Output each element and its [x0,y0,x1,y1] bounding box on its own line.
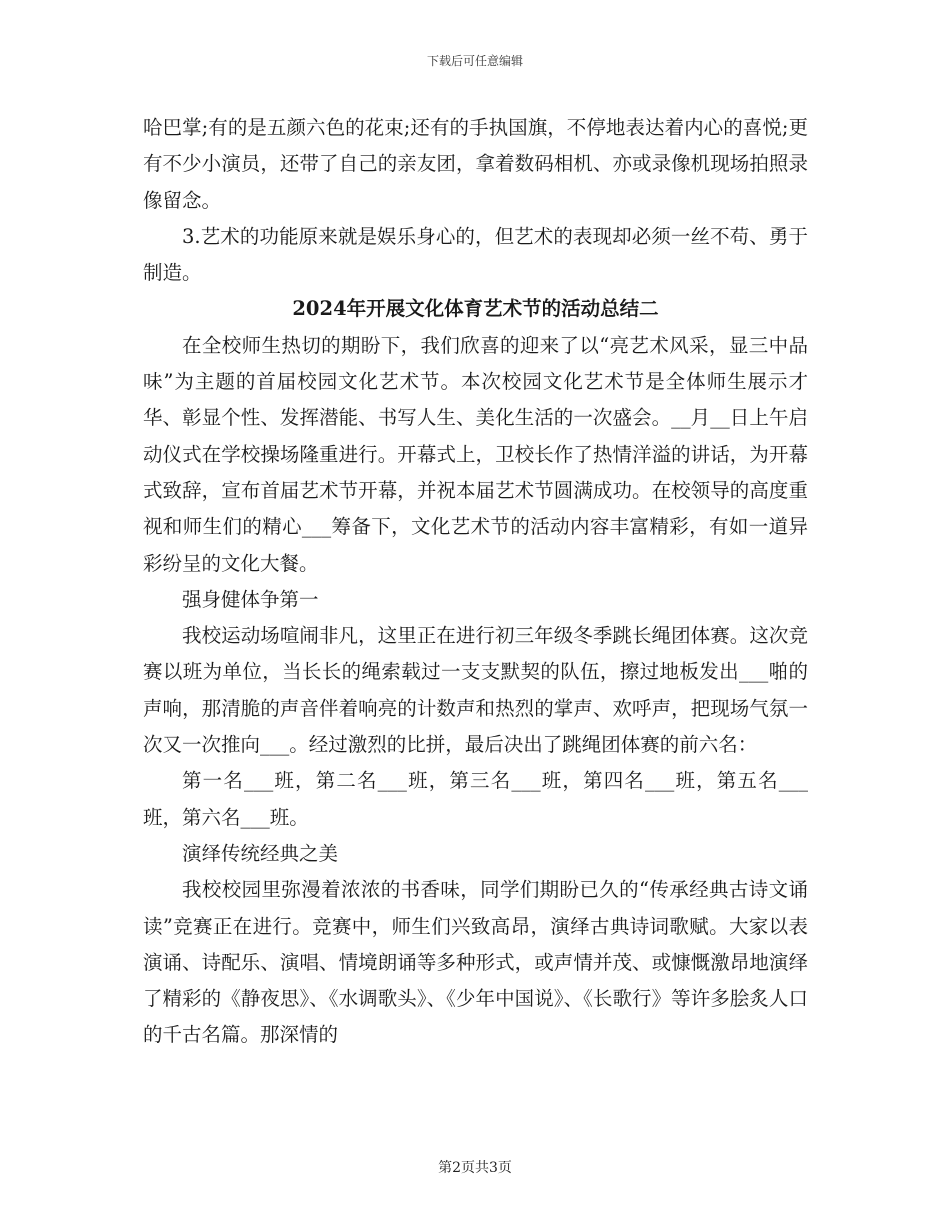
paragraph-poetry: 我校校园里弥漫着浓浓的书香味，同学们期盼已久的“传承经典古诗文诵读”竞赛正在进行。竞赛中，师生们兴致高昂，演绎古典诗词歌赋。大家以表演诵、诗配乐、演唱、情境朗诵等多种形式，或声情并茂、或慷慨激昂地演绎了精彩的《静夜思》、《水调歌头》、《少年中国说》、《长歌行》等许多脍炙人口的千古名篇。那深情的 [143,878,808,1047]
document-body [143,110,808,1054]
page-footer: 第2页共3页 [438,1160,512,1176]
paragraph-ranks: 第一名___班，第二名___班，第三名___班，第四名___班，第五名___班，第六名___班。 [143,769,808,829]
page-header: 下载后可任意编辑 [426,54,523,68]
paragraph-point-3: 3.艺术的功能原来就是娱乐身心的，但艺术的表现却必须一丝不苟、勇于制造。 [143,224,808,285]
subheading-sports: 强身健体争第一 [182,587,319,611]
paragraph-continued: 哈巴掌;有的是五颜六色的花束;还有的手执国旗，不停地表达着内心的喜悦;更有不少小演员，还带了自己的亲友团，拿着数码相机、亦或录像机现场拍照录像留念。 [143,116,808,212]
section-title: 2024年开展文化体育艺术节的活动总结二 [292,297,659,321]
subheading-poetry: 演绎传统经典之美 [182,841,339,865]
paragraph-intro: 在全校师生热切的期盼下，我们欣喜的迎来了以“亮艺术风采，显三中品味”为主题的首届校园文化艺术节。本次校园文化艺术节是全体师生展示才华、彰显个性、发挥潜能、书写人生、美化生活的一次盛会。__月__日上午启动仪式在学校操场隆重进行。开幕式上，卫校长作了热情洋溢的讲话，为开幕式致辞，宣布首届艺术节开幕，并祝本届艺术节圆满成功。在校领导的高度重视和师生们的精心___筹备下，文化艺术节的活动内容丰富精彩，有如一道异彩纷呈的文化大餐。 [143,333,808,575]
paragraph-sports: 我校运动场喧闹非凡，这里正在进行初三年级冬季跳长绳团体赛。这次竞赛以班为单位，当长长的绳索载过一支支默契的队伍，擦过地板发出___啪的声响，那清脆的声音伴着响亮的计数声和热烈的掌声、欢呼声，把现场气氛一次又一次推向___。经过激烈的比拼，最后决出了跳绳团体赛的前六名： [143,624,808,757]
